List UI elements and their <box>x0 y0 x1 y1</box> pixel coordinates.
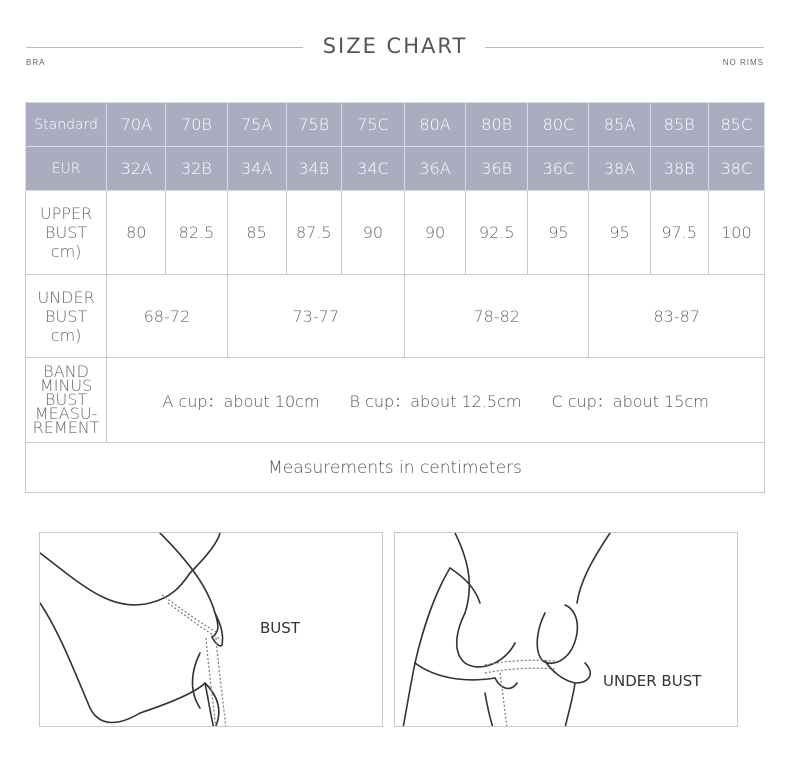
a-cup-text: A cup：about 10cm <box>162 391 320 411</box>
eur-cell: 34A <box>227 147 286 191</box>
standard-cell: 85C <box>708 103 764 147</box>
eur-cell: 34C <box>341 147 404 191</box>
upper-bust-cell: 87.5 <box>286 191 341 275</box>
page-title: SIZE CHART <box>322 34 468 58</box>
upper-bust-cell: 97.5 <box>650 191 708 275</box>
under-bust-measuring-illustration <box>395 533 738 727</box>
upper-bust-cell: 82.5 <box>166 191 227 275</box>
eur-row <box>26 147 765 191</box>
eur-label: EUR <box>26 147 107 191</box>
under-bust-row <box>26 275 765 358</box>
standard-cell: 85B <box>650 103 708 147</box>
under-bust-cell: 73-77 <box>227 275 404 358</box>
upper-bust-cell: 90 <box>341 191 404 275</box>
standard-cell: 70A <box>107 103 166 147</box>
standard-cell: 75C <box>341 103 404 147</box>
measurements-note: Measurements in centimeters <box>26 443 765 493</box>
standard-cell: 85A <box>589 103 650 147</box>
no-rims-label: NO RIMS <box>722 58 764 67</box>
eur-cell: 32A <box>107 147 166 191</box>
eur-cell: 32B <box>166 147 227 191</box>
eur-cell: 38C <box>708 147 764 191</box>
band-label-line: REMENT <box>32 418 100 437</box>
upper-bust-cell: 92.5 <box>466 191 528 275</box>
size-chart-table <box>25 102 765 493</box>
under-bust-label-line: BUST <box>45 306 88 326</box>
eur-cell: 38B <box>650 147 708 191</box>
title-line-left <box>26 47 303 48</box>
eur-cell: 34B <box>286 147 341 191</box>
b-cup-text: B cup：about 12.5cm <box>349 391 522 411</box>
band-minus-bust-label <box>26 358 107 443</box>
band-label-line: BUST MEASU- <box>34 390 98 423</box>
standard-cell: 75A <box>227 103 286 147</box>
upper-bust-label-line: cm) <box>50 242 82 261</box>
eur-cell: 36C <box>528 147 589 191</box>
standard-cell: 80B <box>466 103 528 147</box>
c-cup-text: C cup：about 15cm <box>551 391 709 411</box>
upper-bust-label-line: BUST <box>45 223 88 242</box>
standard-cell: 75B <box>286 103 341 147</box>
under-bust-label: UNDER BUST <box>603 672 702 690</box>
upper-bust-label-line: UPPER <box>39 204 93 223</box>
bust-label: BUST <box>260 619 300 637</box>
upper-bust-cell: 90 <box>404 191 465 275</box>
upper-bust-label <box>26 191 107 275</box>
upper-bust-cell: 95 <box>589 191 650 275</box>
standard-cell: 70B <box>166 103 227 147</box>
standard-label: Standard <box>26 103 107 147</box>
standard-cell: 80A <box>404 103 465 147</box>
under-bust-cell: 83-87 <box>589 275 765 358</box>
standard-cell: 80C <box>528 103 589 147</box>
upper-bust-cell: 100 <box>708 191 764 275</box>
standard-row <box>26 103 765 147</box>
bra-label: BRA <box>26 58 46 67</box>
band-minus-bust-row <box>26 358 765 443</box>
under-bust-cell: 78-82 <box>404 275 588 358</box>
bust-illustration-panel <box>39 532 383 727</box>
upper-bust-cell: 80 <box>107 191 166 275</box>
eur-cell: 36B <box>466 147 528 191</box>
eur-cell: 38A <box>589 147 650 191</box>
title-line-right <box>485 47 764 48</box>
cup-differences <box>107 358 765 443</box>
under-bust-label <box>26 275 107 358</box>
under-bust-label-line: cm) <box>50 325 82 345</box>
eur-cell: 36A <box>404 147 465 191</box>
upper-bust-cell: 95 <box>528 191 589 275</box>
under-bust-cell: 68-72 <box>107 275 227 358</box>
upper-bust-cell: 85 <box>227 191 286 275</box>
band-label-line: BAND MINUS <box>39 362 93 395</box>
upper-bust-row <box>26 191 765 275</box>
under-bust-illustration-panel <box>394 532 738 727</box>
footer-row <box>26 443 765 493</box>
bust-measuring-illustration <box>40 533 383 727</box>
under-bust-label-line: UNDER <box>37 287 95 307</box>
